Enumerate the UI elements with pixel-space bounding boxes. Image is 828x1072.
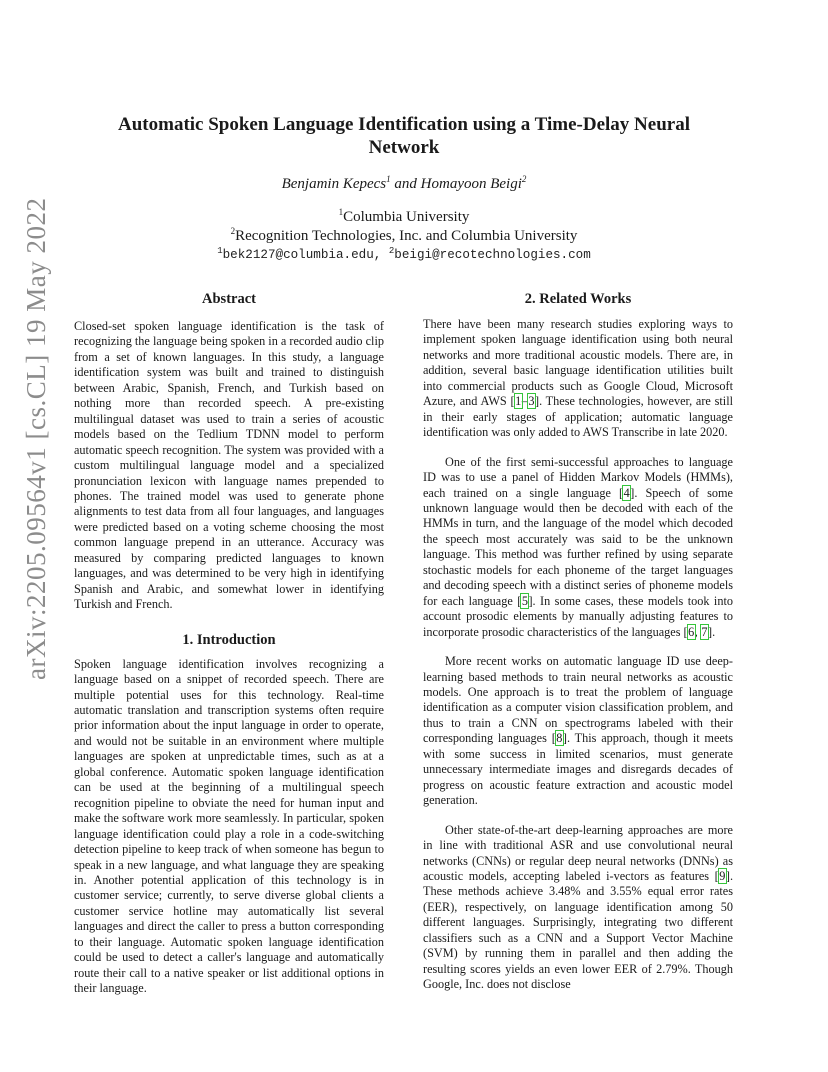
section-heading: 1. Introduction (182, 631, 276, 648)
affiliation-name: Columbia University (343, 209, 470, 225)
paper-title: Automatic Spoken Language Identification using a Time-Delay Neural Network (118, 114, 690, 158)
author-line (90, 176, 718, 193)
left-column (74, 289, 384, 997)
author-email[interactable]: beigi@recotechnologies.com (394, 248, 591, 262)
affiliation (90, 208, 718, 227)
paragraph: One of the first semi-successful approaches to language ID was to use a panel of Hidden Markov Models (HMMs), each trained on a single language [4]. Speech of some unknown language would then be decoded with each of the HMMs in turn, and the language of the model which decoded the speech most accurately was said to be the unknown language. This method was further refined by using separate stochastic models for each phoneme of the target languages and decoding speech with a distinct series of phoneme models for each language [5]. In some cases, these models took into account prosodic elements by manually adjusting features to incorporate prosodic characteristics of the languages [6, 7]. (423, 454, 733, 639)
abstract-text: Closed-set spoken language identification is the task of recognizing the language being spoken in a recorded audio clip from a set of known languages. In this study, a language identification system was built and trained to distinguish between Arabic, Spanish, French, and Turkish based on nothing more than recorded speech. A pre-existing multilingual dataset was used to train a series of acoustic models based on the Tedlium TDNN model to perform automatic speech recognition. The system was provided with a custom multilingual language model and a specialized pronunciation lexicon with language names prepended to phones. The trained model was used to generate phone alignments to test data from all four languages, and languages were predicted based on a voting scheme choosing the most common language prepend in an utterance. Accuracy was measured by comparing predicted languages to known languages, and was determined to be very high in identifying Spanish and Arabic, and somewhat lower in identifying Turkish and French. (74, 319, 384, 612)
author-emails (90, 245, 718, 262)
author-affil-marker: 2 (521, 174, 527, 184)
author-name: Homayoon Beigi (420, 176, 522, 192)
author-affil-marker: 1 (386, 174, 391, 184)
arxiv-identifier: arXiv:2205.09564v1 [cs.CL] 19 May 2022 (21, 197, 51, 680)
author-conjunction: and (394, 176, 417, 192)
email-marker: 2 (388, 245, 395, 256)
email-marker: 1 (217, 245, 223, 256)
paragraph: There have been many research studies exploring ways to implement spoken language identification using both neural networks and more traditional acoustic models. There are, in addition, several basic language identification utilities built into commercial products such as Google Cloud, Microsoft Azure, and AWS [1–3]. These technologies, however, are still in their early stages of application; automatic language identification was only added to AWS Transcribe in late 2020. (423, 317, 733, 440)
citation-link[interactable]: 7 (701, 624, 708, 639)
affiliation-name: Recognition Technologies, Inc. and Columbia University (235, 228, 578, 244)
paragraph: Other state-of-the-art deep-learning approaches are more in line with traditional ASR and use convolutional neural networks (CNNs) or regular deep neural networks (DNNs) as acoustic models, accepting labeled i-vectors as features [9]. These methods achieve 3.48% and 3.55% equal error rates (EER), respectively, on language identification among 50 different languages. Surprisingly, integrating two different classifiers such as a CNN and a Support Vector Machine (SVM) by running them in parallel and then adding the resulting scores yields an even lower EER of 2.79%. Though Google, Inc. does not disclose (423, 822, 733, 992)
author-email[interactable]: bek2127@columbia.edu, (222, 248, 382, 262)
citation-link[interactable]: 4 (623, 485, 630, 500)
citation-link[interactable]: 5 (521, 593, 528, 608)
citation-link[interactable]: 6 (688, 624, 695, 639)
affiliation-marker: 1 (338, 207, 344, 217)
author-name: Benjamin Kepecs (281, 176, 387, 192)
section-heading: 2. Related Works (524, 291, 632, 307)
abstract-heading: Abstract (202, 291, 256, 307)
paragraph: More recent works on automatic language ID use deep-learning based methods to train neural networks as acoustic models. One approach is to treat the problem of language identification as a computer vision classification problem, and thus to train a CNN on spectrograms labeled with their corresponding languages [8]. This approach, though it meets with some success in limited scenarios, must generate unnecessary intermediate images and disregards decades of progress on acoustic feature extraction and acoustic model generation. (423, 654, 734, 808)
citation-link[interactable]: 9 (719, 868, 726, 883)
right-column (423, 289, 733, 993)
citation-link[interactable]: 8 (556, 731, 563, 746)
citation-link[interactable]: 1 (515, 394, 522, 409)
affiliation-marker: 2 (230, 226, 236, 236)
affiliation (90, 227, 718, 246)
citation-link[interactable]: 3 (528, 394, 535, 409)
paragraph: Spoken language identification involves recognizing a language based on a snippet of recorded speech. There are multiple potential uses for this technology. Real-time automatic translation and transcription systems often require prior information about the input language in order to operate, and would not be suitable in an environment where multiple languages are spoken at unpredictable times, such as at a global conference. Automatic spoken language identification can be used at the beginning of a multilingual speech recognition pipeline to obviate the need for human input and make the software work more seamlessly. In particular, spoken language identification could play a role in a code-switching detection pipeline to keep track of when someone has begun to speak in a new language, and what language they are speaking in. Another potential application of this technology is in customer service; currently, to serve diverse global clients a customer service hotline may automatically list several languages and direct the caller to press a button corresponding to their language. Automatic spoken language identification could be used to detect a caller's language and automatically route their call to a native speaker or list additional options in their language. (74, 656, 384, 996)
